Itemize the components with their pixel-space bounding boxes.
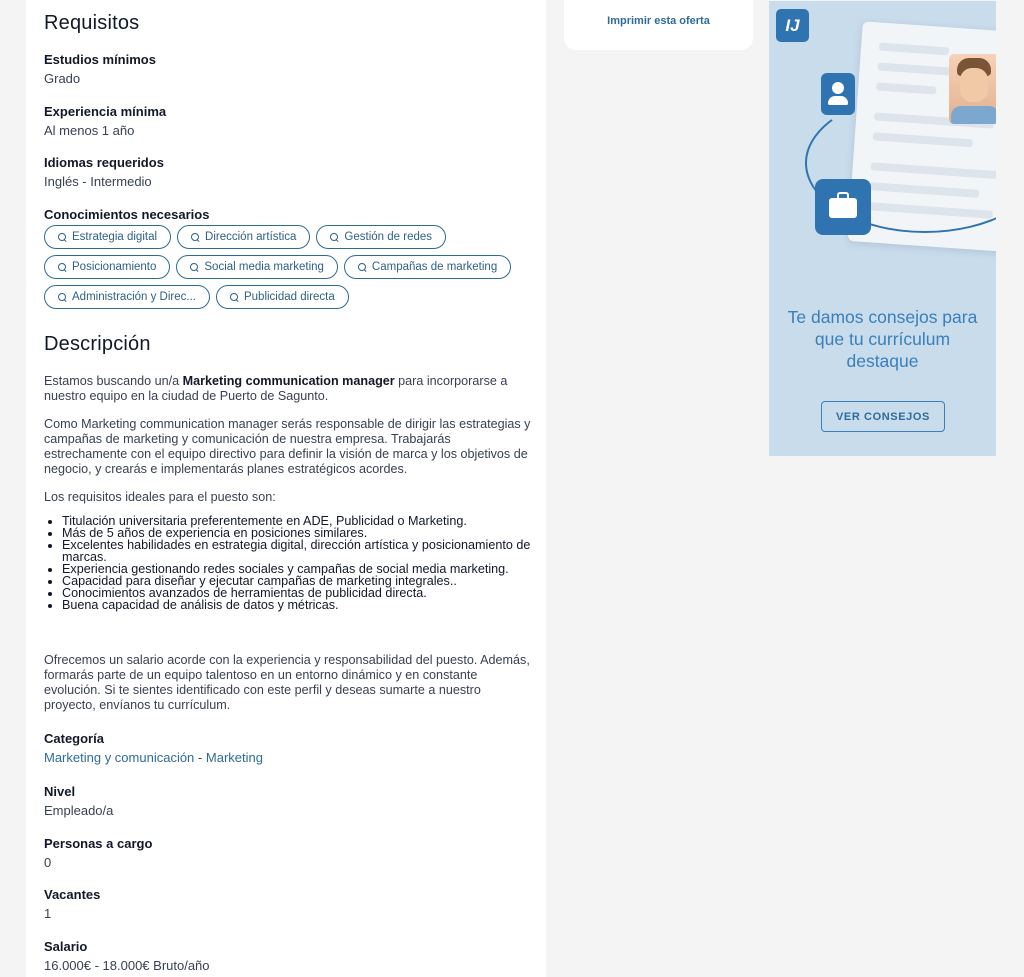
list-item: Más de 5 años de experiencia en posiciones similares. [44,527,534,539]
languages-field [44,155,164,190]
category-link[interactable]: Marketing y comunicación [44,750,195,765]
offer-paragraph: Ofrecemos un salario acorde con la experiencia y responsabilidad del puesto. Además, formarás parte de un equipo talentoso en un entorno dinámico y en constante evolución. Si te sientes identificado con este perfil y deseas sumarte a nuestro proyecto, envíanos tu currículum. [44,653,530,712]
reports-value: 0 [44,855,52,870]
skill-chip[interactable] [44,285,210,309]
min-studies-label: Estudios mínimos [44,52,156,67]
subcategory-link[interactable]: Marketing [205,750,263,765]
advertisement-banner[interactable] [769,1,996,456]
vacancies-label: Vacantes [44,887,101,902]
category-label: Categoría [44,731,104,746]
intro-text-before: Estamos buscando un/a [44,374,183,388]
skill-chip-label: Estrategia digital [72,231,158,243]
see-tips-button[interactable]: VER CONSEJOS [821,401,945,432]
vacancies-value: 1 [44,906,52,921]
search-icon [190,263,199,272]
min-experience-field [44,104,166,139]
print-card [564,0,753,50]
list-item: Capacidad para diseñar y ejecutar campañas de marketing integrales.. [44,575,534,587]
min-experience-label: Experiencia mínima [44,104,167,119]
salary-value: 16.000€ - 18.000€ Bruto/año [44,958,210,973]
level-value: Empleado/a [44,803,114,818]
min-experience-value: Al menos 1 año [44,123,135,138]
intro-job-title: Marketing communication manager [182,374,395,388]
search-icon [191,233,200,242]
skill-chip[interactable] [44,255,170,279]
skill-chip-label: Dirección artística [205,231,297,243]
skill-chip-label: Publicidad directa [243,291,335,303]
skills-label: Conocimientos necesarios [44,207,210,222]
ad-headline: Te damos consejos para que tu currículum destaque [787,307,978,371]
reports-label: Personas a cargo [44,836,153,851]
user-icon [821,73,855,115]
intro-text-after: para incorporarse a nuestro equipo en la ciudad de Puerto de Sagunto. [44,374,508,403]
search-icon [230,293,239,302]
skill-chip-label: Social media marketing [204,261,324,273]
description-title: Descripción [44,333,151,355]
skill-chip[interactable] [344,255,511,279]
skill-chip-label: Posicionamiento [72,261,157,273]
skill-chip-label: Administración y Direc... [72,291,196,303]
skill-chip-label: Gestión de redes [344,231,433,243]
job-detail-card [26,0,546,977]
search-icon [330,233,339,242]
languages-value: Inglés - Intermedio [44,174,152,189]
level-label: Nivel [44,784,76,799]
skill-chip[interactable] [177,225,310,249]
salary-label: Salario [44,939,88,954]
salary-field [44,939,210,974]
briefcase-icon [815,179,871,235]
requirements-list [44,515,534,611]
description-paragraph: Como Marketing communication manager serás responsable de dirigir las estrategias y campañas de marketing y comunicación de nuestra empresa. Trabajarás estrechamente con el equipo directivo para definir la visión de marca y los objetivos de negocio, y crearás e implementarás planes estratégicos acordes. [44,417,531,476]
skills-chip-list [44,225,534,315]
print-offer-link[interactable]: Imprimir esta oferta [607,15,710,27]
skills-field [44,207,209,223]
list-item: Experiencia gestionando redes sociales y campañas de social media marketing. [44,563,534,575]
skill-chip[interactable] [216,285,349,309]
languages-label: Idiomas requeridos [44,155,164,170]
requirements-intro: Los requisitos ideales para el puesto son: [44,490,276,504]
description-intro [44,374,534,404]
category-field [44,731,263,766]
min-studies-value: Grado [44,71,81,86]
vacancies-field [44,887,100,922]
reports-field [44,836,152,871]
level-field [44,784,113,819]
list-item: Excelentes habilidades en estrategia digital, dirección artística y posicionamiento de marcas. [44,539,534,563]
list-item: Buena capacidad de análisis de datos y métricas. [44,599,534,611]
search-icon [58,233,67,242]
skill-chip[interactable] [44,225,171,249]
list-item: Conocimientos avanzados de herramientas de publicidad directa. [44,587,534,599]
skill-chip[interactable] [176,255,338,279]
requirements-title: Requisitos [44,12,140,34]
category-separator: - [197,750,203,765]
min-studies-field [44,52,156,87]
skill-chip-label: Campañas de marketing [371,261,498,273]
search-icon [58,293,67,302]
search-icon [58,263,67,272]
brand-logo: IJ [776,9,809,42]
skill-chip[interactable] [316,225,446,249]
list-item: Titulación universitaria preferentemente en ADE, Publicidad o Marketing. [44,515,534,527]
search-icon [358,263,367,272]
